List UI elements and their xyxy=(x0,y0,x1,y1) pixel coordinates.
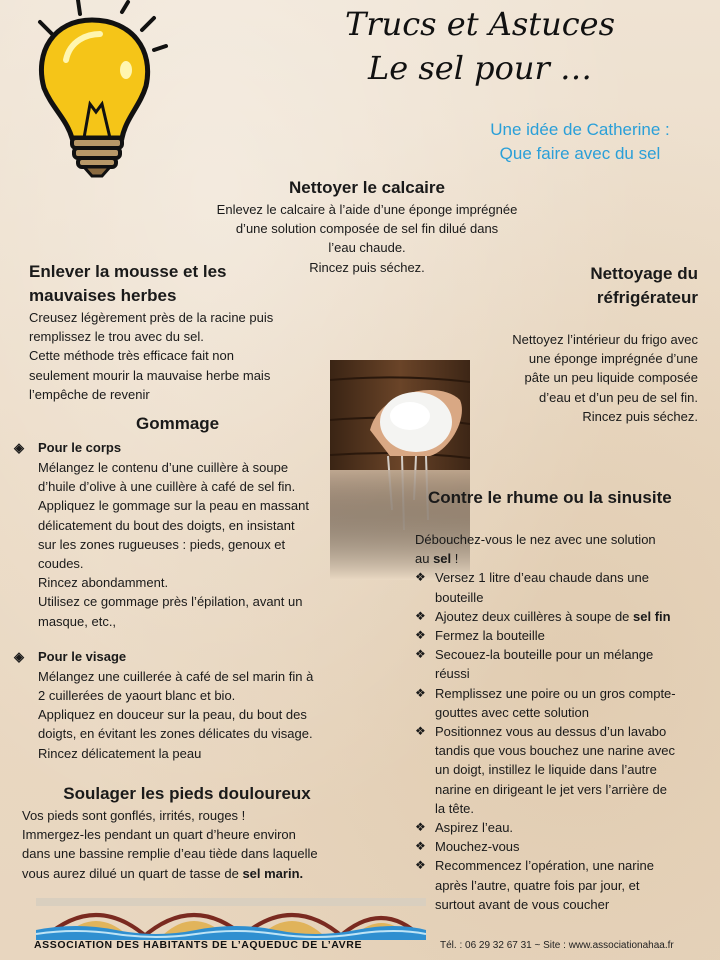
diamond-bullet-icon: ◈ xyxy=(14,440,24,455)
visage-text xyxy=(14,667,344,763)
idea-line-2: Que faire avec du sel xyxy=(499,144,661,163)
text-line: Creusez légèrement près de la racine puis xyxy=(29,310,274,325)
text-line: un doigt, instillez le liquide dans l’autre xyxy=(435,762,657,778)
contact-info: Tél. : 06 29 32 67 31 ~ Site : www.associationahaa.fr xyxy=(440,940,674,951)
text-line: Appliquez en douceur sur la peau, du bout des xyxy=(38,707,307,723)
text-line: surtout avant de vous coucher xyxy=(435,896,610,912)
diamond-bullet-icon: ❖ xyxy=(415,820,426,835)
text-line: après l’autre, quatre fois par jour, et xyxy=(435,877,640,893)
text-line: coudes. xyxy=(38,556,84,572)
diamond-bullet-icon: ❖ xyxy=(415,839,426,854)
text-line: sur les zones rugueuses : pieds, genoux et xyxy=(38,536,286,552)
section-pieds xyxy=(22,782,362,883)
section-title: Gommage xyxy=(136,414,220,433)
idea-credit xyxy=(440,118,720,166)
text-line: la tête. xyxy=(435,800,475,816)
text-segment: au xyxy=(415,551,434,567)
text-line: d’une solution composée de sel fin dilué dans xyxy=(235,221,499,237)
text-line: Vos pieds sont gonflés, irrités, rouges ! xyxy=(22,808,246,823)
text-line: Positionnez vous au dessus d’un lavabo xyxy=(435,724,667,740)
association-name: ASSOCIATION DES HABITANTS DE L’AQUEDUC DE L’AVRE xyxy=(34,939,363,951)
text-segment: vous aurez dilué un quart de tasse de xyxy=(22,865,243,881)
list-item xyxy=(415,684,710,722)
text-line: Recommencez l’opération, une narine xyxy=(435,858,654,874)
text-line: Fermez la bouteille xyxy=(435,628,545,644)
diamond-bullet-icon: ❖ xyxy=(415,628,426,643)
subsection-corps xyxy=(14,438,344,458)
list-item xyxy=(415,568,710,606)
subsection-title: Pour le visage xyxy=(38,648,127,664)
text-line: Versez 1 litre d’eau chaude dans une xyxy=(435,570,649,586)
text-line xyxy=(22,864,362,883)
section-rhume xyxy=(415,530,710,914)
text-line: une éponge imprégnée d’une xyxy=(528,351,698,367)
list-item xyxy=(415,722,710,818)
section-rhume-title xyxy=(428,486,708,510)
text-line: 2 cuillerées de yaourt blanc et bio. xyxy=(38,688,236,704)
text-line: Enlevez le calcaire à l’aide d’une éponge imprégnée xyxy=(216,202,518,217)
diamond-bullet-icon: ❖ xyxy=(415,858,426,873)
text-line: Aspirez l’eau. xyxy=(435,820,514,836)
text-line: bouteille xyxy=(435,589,484,605)
text-line: Mélangez une cuillerée à café de sel marin fin à xyxy=(38,668,314,684)
bold-segment: sel fin xyxy=(633,608,671,624)
text-line: gouttes avec cette solution xyxy=(435,704,589,720)
bold-segment: sel marin. xyxy=(242,865,304,881)
text-line: Secouez-la bouteille pour un mélange xyxy=(435,647,654,663)
steps-list xyxy=(415,568,710,914)
text-line: masque, etc., xyxy=(38,613,117,629)
text-line: d’eau et d’un peu de sel fin. xyxy=(538,389,698,405)
list-item xyxy=(415,818,710,837)
text-line: seulement mourir la mauvaise herbe mais xyxy=(29,367,271,383)
section-title-line-2: réfrigérateur xyxy=(596,288,698,307)
aqueduct-logo xyxy=(36,894,426,940)
title-line-1: Trucs et Astuces xyxy=(344,5,615,43)
text-line: Mouchez-vous xyxy=(435,839,520,855)
text-line: Rincez puis séchez. xyxy=(309,259,425,275)
text-line: Appliquez le gommage sur la peau en massant xyxy=(38,498,309,514)
text-line: Immergez-les pendant un quart d’heure environ xyxy=(22,827,296,843)
bold-segment: sel xyxy=(433,551,452,567)
idea-line-1: Une idée de Catherine : xyxy=(490,120,670,139)
text-line: Remplissez une poire ou un gros compte- xyxy=(435,685,676,701)
text-line: Nettoyez l’intérieur du frigo avec xyxy=(512,332,698,347)
text-line: dans une bassine remplie d’eau tiède dans laquelle xyxy=(22,846,318,862)
text-line: d’huile d’olive à une cuillère à café de sel fin. xyxy=(38,479,296,495)
diamond-bullet-icon: ❖ xyxy=(415,570,426,585)
text-line: pâte un peu liquide composée xyxy=(524,370,698,386)
text-line: l’empêche de revenir xyxy=(29,386,150,402)
text-line: réussi xyxy=(435,666,470,682)
text-line xyxy=(415,549,710,568)
section-gommage xyxy=(14,438,344,763)
list-item xyxy=(415,856,710,914)
diamond-bullet-icon: ◈ xyxy=(14,648,24,664)
text-line: l’eau chaude. xyxy=(328,240,406,256)
text-line: tandis que vous bouchez une narine avec xyxy=(435,743,675,759)
text-line: Rincez puis séchez. xyxy=(582,408,698,424)
section-title-line-2: mauvaises herbes xyxy=(29,286,177,305)
text-segment: Ajoutez deux cuillères à soupe de xyxy=(435,608,634,624)
subsection-title: Pour le corps xyxy=(38,440,122,455)
text-line: Cette méthode très efficace fait non xyxy=(29,348,234,364)
section-title-line-1: Nettoyage du xyxy=(590,264,698,283)
list-item xyxy=(415,837,710,856)
list-item xyxy=(415,626,710,645)
text-line: délicatement du bout des doigts, en insistant xyxy=(38,517,295,533)
text-line: Utilisez ce gommage près l’épilation, avant un xyxy=(38,594,303,610)
text-line: Rincez délicatement la peau xyxy=(38,745,202,761)
title-line-2: Le sel pour … xyxy=(368,49,592,87)
subsection-visage xyxy=(14,647,344,667)
page-title xyxy=(300,2,660,90)
section-mousse xyxy=(29,260,319,404)
list-item xyxy=(415,645,710,683)
diamond-bullet-icon: ❖ xyxy=(415,647,426,662)
diamond-bullet-icon: ❖ xyxy=(415,724,426,739)
section-title: Nettoyer le calcaire xyxy=(289,178,445,197)
diamond-bullet-icon: ❖ xyxy=(415,608,426,623)
section-frigo-text xyxy=(470,330,698,426)
text-line: Débouchez-vous le nez avec une solution xyxy=(415,532,656,547)
text-line: Rincez abondamment. xyxy=(38,575,169,591)
section-frigo-title xyxy=(460,262,698,310)
text-segment: ! xyxy=(451,551,459,567)
list-item xyxy=(415,607,710,626)
diamond-bullet-icon: ❖ xyxy=(415,685,426,700)
lightbulb-icon xyxy=(22,0,172,180)
section-title: Contre le rhume ou la sinusite xyxy=(428,488,672,507)
section-title-line-1: Enlever la mousse et les xyxy=(29,262,227,281)
section-title: Soulager les pieds douloureux xyxy=(63,784,311,803)
text-line: remplissez le trou avec du sel. xyxy=(29,329,204,345)
text-line: Mélangez le contenu d’une cuillère à soupe xyxy=(38,460,289,475)
section-gommage-title xyxy=(136,412,336,436)
text-line: narine en dirigeant le jet vers l’arrière de xyxy=(435,781,667,797)
corps-text xyxy=(14,458,344,631)
text-line: doigts, en évitant les zones délicates du visage. xyxy=(38,726,313,742)
